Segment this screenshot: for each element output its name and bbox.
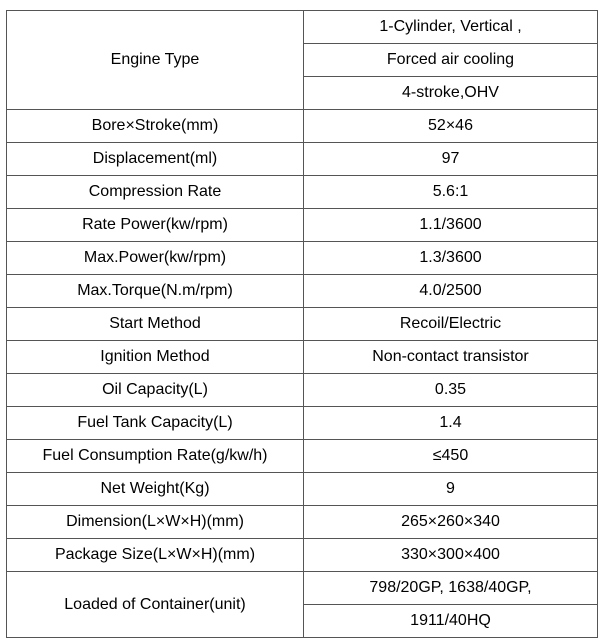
spec-label: Compression Rate bbox=[7, 176, 304, 209]
engine-type-value: 1-Cylinder, Vertical , bbox=[304, 11, 598, 44]
spec-value: Recoil/Electric bbox=[304, 308, 598, 341]
spec-label: Dimension(L×W×H)(mm) bbox=[7, 506, 304, 539]
spec-value: 52×46 bbox=[304, 110, 598, 143]
spec-value: 0.35 bbox=[304, 374, 598, 407]
spec-label: Package Size(L×W×H)(mm) bbox=[7, 539, 304, 572]
engine-type-value: 4-stroke,OHV bbox=[304, 77, 598, 110]
table-row bbox=[7, 308, 598, 341]
spec-value: 265×260×340 bbox=[304, 506, 598, 539]
spec-value: 330×300×400 bbox=[304, 539, 598, 572]
table-row bbox=[7, 143, 598, 176]
spec-label: Fuel Tank Capacity(L) bbox=[7, 407, 304, 440]
container-label: Loaded of Container(unit) bbox=[7, 572, 304, 638]
spec-value: 5.6:1 bbox=[304, 176, 598, 209]
spec-label: Fuel Consumption Rate(g/kw/h) bbox=[7, 440, 304, 473]
spec-label: Ignition Method bbox=[7, 341, 304, 374]
engine-type-label: Engine Type bbox=[7, 11, 304, 110]
table-row bbox=[7, 341, 598, 374]
table-row bbox=[7, 110, 598, 143]
table-row bbox=[7, 242, 598, 275]
table-row bbox=[7, 473, 598, 506]
table-row bbox=[7, 407, 598, 440]
spec-value: 97 bbox=[304, 143, 598, 176]
table-row bbox=[7, 176, 598, 209]
spec-value: 1.3/3600 bbox=[304, 242, 598, 275]
spec-label: Start Method bbox=[7, 308, 304, 341]
spec-value: 1.4 bbox=[304, 407, 598, 440]
table-row bbox=[7, 440, 598, 473]
engine-type-value: Forced air cooling bbox=[304, 44, 598, 77]
table-row bbox=[7, 539, 598, 572]
spec-value: Non-contact transistor bbox=[304, 341, 598, 374]
table-row bbox=[7, 275, 598, 308]
spec-value: 9 bbox=[304, 473, 598, 506]
spec-label: Oil Capacity(L) bbox=[7, 374, 304, 407]
table-row bbox=[7, 11, 598, 44]
container-value: 1911/40HQ bbox=[304, 605, 598, 638]
table-row bbox=[7, 572, 598, 605]
engine-spec-table bbox=[6, 10, 598, 638]
spec-label: Net Weight(Kg) bbox=[7, 473, 304, 506]
spec-value: ≤450 bbox=[304, 440, 598, 473]
spec-value: 1.1/3600 bbox=[304, 209, 598, 242]
spec-label: Bore×Stroke(mm) bbox=[7, 110, 304, 143]
spec-label: Displacement(ml) bbox=[7, 143, 304, 176]
table-row bbox=[7, 209, 598, 242]
container-value: 798/20GP, 1638/40GP, bbox=[304, 572, 598, 605]
spec-label: Rate Power(kw/rpm) bbox=[7, 209, 304, 242]
spec-label: Max.Power(kw/rpm) bbox=[7, 242, 304, 275]
table-row bbox=[7, 374, 598, 407]
spec-label: Max.Torque(N.m/rpm) bbox=[7, 275, 304, 308]
spec-value: 4.0/2500 bbox=[304, 275, 598, 308]
table-row bbox=[7, 506, 598, 539]
